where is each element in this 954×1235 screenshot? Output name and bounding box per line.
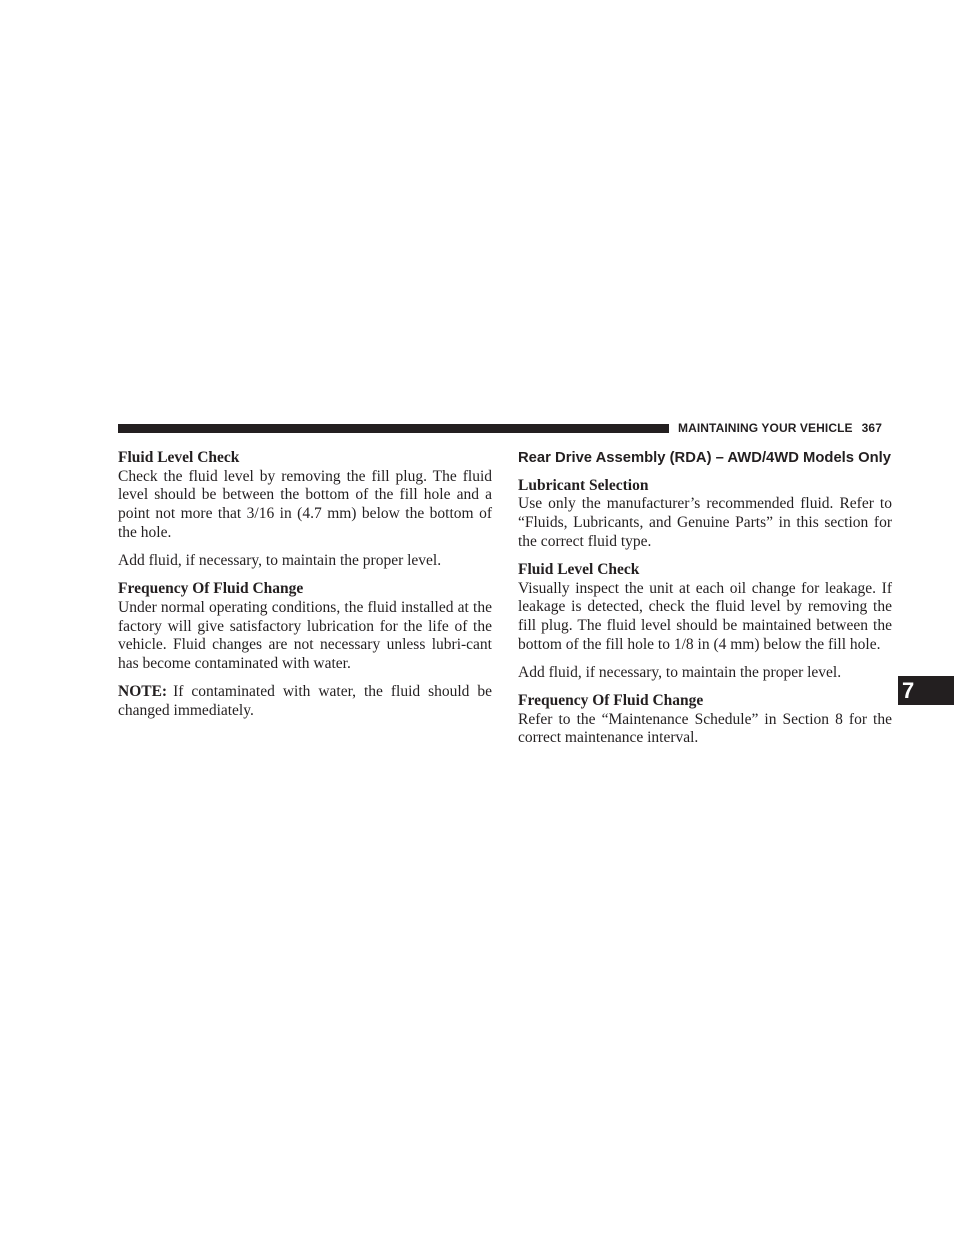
left-column: [118, 449, 492, 730]
add-fluid-text-left: Add fluid, if necessary, to maintain the proper level.: [118, 552, 442, 570]
fluid-level-check-body-left: Check the fluid level by removing the fill plug. The fluid level should be between the bottom of the fill hole and a point not more that 3/16 in (4.7 mm) below the bottom of the hole.: [118, 467, 492, 541]
lubricant-selection-heading: Lubricant Selection: [518, 476, 649, 494]
rda-section-heading: Rear Drive Assembly (RDA) – AWD/4WD Models Only: [518, 450, 892, 466]
fluid-level-check-heading-left: Fluid Level Check: [118, 449, 240, 466]
header-section-title: MAINTAINING YOUR VEHICLE: [678, 421, 853, 435]
frequency-heading-right: Frequency Of Fluid Change: [518, 692, 704, 710]
note-label: NOTE:: [118, 683, 168, 701]
running-header: [678, 420, 882, 436]
header-rule: [118, 424, 669, 433]
lubricant-selection-body: Use only the manufacturer’s recommended fluid. Refer to “Fluids, Lubricants, and Genuine Parts” in this section for the correct fluid type.: [518, 495, 892, 550]
add-fluid-text-right: Add fluid, if necessary, to maintain the proper level.: [518, 663, 842, 681]
note-paragraph: [118, 683, 492, 720]
page-number: 367: [861, 421, 882, 435]
chapter-tab: 7: [898, 676, 954, 705]
right-column: [518, 449, 892, 758]
fluid-level-check-heading-right: Fluid Level Check: [518, 560, 640, 578]
fluid-level-check-body-right: Visually inspect the unit at each oil change for leakage. If leakage is detected, check the fluid level by removing the fill plug. The fluid level should be maintained between the bottom of the fill hole to 1/8 in (4 mm) below the fill hole.: [518, 579, 892, 653]
frequency-body-left: Under normal operating conditions, the fluid installed at the factory will give satisfactory lubrication for the life of the vehicle. Fluid changes are not necessary unless lubri-cant has become contaminated with water.: [118, 598, 492, 673]
frequency-body-right: Refer to the “Maintenance Schedule” in Section 8 for the correct maintenance interval.: [518, 710, 892, 747]
note-text: If contaminated with water, the fluid should be changed immediately.: [118, 683, 492, 719]
frequency-heading-left: Frequency Of Fluid Change: [118, 580, 304, 598]
